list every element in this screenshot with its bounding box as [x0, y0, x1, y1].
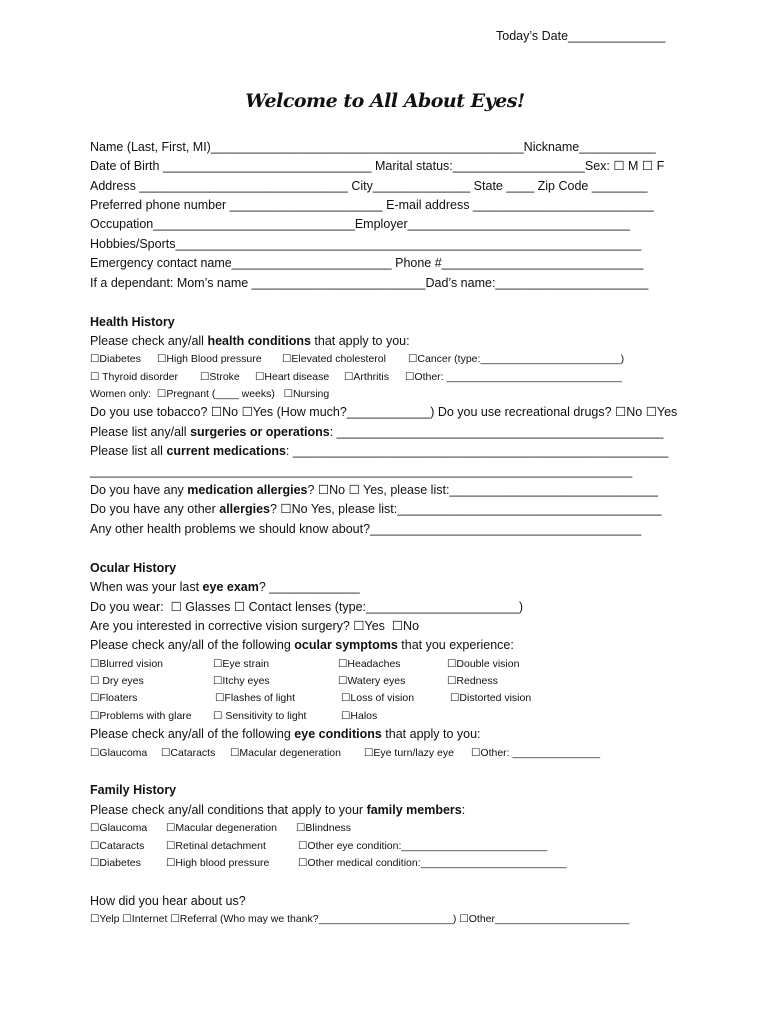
- family-checkbox-retinal[interactable]: ☐Retinal detachment: [166, 840, 266, 852]
- checkbox-cataracts[interactable]: ☐Cataracts: [161, 747, 216, 759]
- checkbox-glare[interactable]: ☐Problems with glare: [90, 710, 192, 722]
- glasses-contacts-line[interactable]: Do you wear: ☐ Glasses ☐ Contact lenses (type:______________________): [90, 600, 524, 614]
- checkbox-headaches[interactable]: ☐Headaches: [338, 658, 401, 670]
- text: :: [461, 803, 466, 817]
- checkbox-itchy-eyes[interactable]: ☐Itchy eyes: [213, 675, 270, 687]
- checkbox-light-sensitivity[interactable]: ☐ Sensitivity to light: [213, 710, 307, 722]
- medications-extra-line[interactable]: ______________________________________________________________________________: [90, 464, 633, 478]
- checkbox-elevated-cholesterol[interactable]: ☐Elevated cholesterol: [282, 353, 386, 365]
- checkbox-watery-eyes[interactable]: ☐Watery eyes: [338, 675, 406, 687]
- ocular-history-heading: Ocular History: [90, 561, 177, 575]
- checkbox-redness[interactable]: ☐Redness: [447, 675, 498, 687]
- text: that apply to you:: [381, 727, 481, 741]
- text: Please list any/all: [90, 425, 191, 439]
- text: When was your last: [90, 580, 203, 594]
- family-history-heading: Family History: [90, 783, 177, 797]
- family-checkbox-bp[interactable]: ☐High blood pressure: [166, 857, 270, 869]
- referral-question: How did you hear about us?: [90, 894, 246, 908]
- referral-options[interactable]: ☐Yelp ☐Internet ☐Referral (Who may we thank?_______________________) ☐Other_______________________: [90, 913, 630, 925]
- checkbox-high-blood-pressure[interactable]: ☐High Blood pressure: [157, 353, 262, 365]
- checkbox-eye-strain[interactable]: ☐Eye strain: [213, 658, 270, 670]
- name-line[interactable]: Name (Last, First, MI)_____________________________________________Nickname___________: [90, 140, 656, 154]
- dependant-line[interactable]: If a dependant: Mom’s name _________________________Dad’s name:______________________: [90, 276, 649, 290]
- text-bold: family members: [366, 803, 462, 817]
- dob-marital-sex-line[interactable]: Date of Birth ______________________________ Marital status:___________________Sex: ☐ M ☐ F: [90, 159, 665, 173]
- checkbox-loss-of-vision[interactable]: ☐Loss of vision: [341, 692, 415, 704]
- checkbox-heart-disease[interactable]: ☐Heart disease: [255, 371, 330, 383]
- health-history-heading: Health History: [90, 315, 175, 329]
- text: Please check any/all of the following: [90, 727, 295, 741]
- ocular-symptoms-intro: [90, 637, 514, 653]
- checkbox-blurred-vision[interactable]: ☐Blurred vision: [90, 658, 164, 670]
- family-checkbox-other-eye[interactable]: ☐Other eye condition:_________________________: [298, 840, 548, 852]
- checkbox-thyroid[interactable]: ☐ Thyroid disorder: [90, 371, 179, 383]
- text-bold: allergies: [219, 502, 270, 516]
- text-bold: health conditions: [207, 334, 311, 348]
- checkbox-floaters[interactable]: ☐Floaters: [90, 692, 138, 704]
- medications-line[interactable]: [90, 443, 668, 459]
- checkbox-other-health[interactable]: ☐Other: ______________________________: [405, 371, 622, 383]
- checkbox-stroke[interactable]: ☐Stroke: [200, 371, 240, 383]
- page-title: Welcome to All About Eyes!: [245, 90, 525, 112]
- address-line[interactable]: Address ______________________________ City______________ State ____ Zip Code ________: [90, 179, 648, 193]
- text: that you experience:: [397, 638, 514, 652]
- phone-email-line[interactable]: Preferred phone number ______________________ E-mail address __________________________: [90, 198, 654, 212]
- tobacco-drugs-line[interactable]: Do you use tobacco? ☐No ☐Yes (How much?____________) Do you use recreational drugs? ☐No ☐Yes: [90, 405, 678, 419]
- family-intro: [90, 802, 465, 818]
- medication-allergies-line[interactable]: [90, 482, 658, 498]
- text: : ______________________________________________________: [285, 444, 669, 458]
- text-bold: ocular symptoms: [294, 638, 398, 652]
- last-eye-exam-line[interactable]: [90, 579, 360, 595]
- family-checkbox-other-medical[interactable]: ☐Other medical condition:_________________________: [298, 857, 567, 869]
- other-health-problems-line[interactable]: Any other health problems we should know about?_______________________________________: [90, 522, 642, 536]
- checkbox-glaucoma[interactable]: ☐Glaucoma: [90, 747, 148, 759]
- family-checkbox-cataracts[interactable]: ☐Cataracts: [90, 840, 145, 852]
- text-bold: eye conditions: [294, 727, 382, 741]
- checkbox-diabetes[interactable]: ☐Diabetes: [90, 353, 141, 365]
- family-checkbox-blindness[interactable]: ☐Blindness: [296, 822, 351, 834]
- checkbox-macular-degeneration[interactable]: ☐Macular degeneration: [230, 747, 341, 759]
- text: Please list all: [90, 444, 167, 458]
- health-conditions-intro: [90, 333, 410, 349]
- occupation-employer-line[interactable]: Occupation_____________________________Employer________________________________: [90, 217, 631, 231]
- text-bold: surgeries or operations: [190, 425, 330, 439]
- hobbies-line[interactable]: Hobbies/Sports___________________________________________________________________: [90, 237, 642, 251]
- checkbox-eye-turn[interactable]: ☐Eye turn/lazy eye: [364, 747, 454, 759]
- text: ? ☐No ☐ Yes, please list:______________________________: [307, 483, 658, 497]
- checkbox-halos[interactable]: ☐Halos: [341, 710, 378, 722]
- family-checkbox-glaucoma[interactable]: ☐Glaucoma: [90, 822, 148, 834]
- checkbox-distorted-vision[interactable]: ☐Distorted vision: [450, 692, 532, 704]
- text-bold: current medications: [166, 444, 286, 458]
- todays-date-field[interactable]: Today’s Date______________: [496, 29, 666, 43]
- checkbox-arthritis[interactable]: ☐Arthritis: [344, 371, 389, 383]
- checkbox-other-eye[interactable]: ☐Other: _______________: [471, 747, 601, 759]
- surgeries-line[interactable]: [90, 424, 663, 440]
- checkbox-dry-eyes[interactable]: ☐ Dry eyes: [90, 675, 144, 687]
- text: Please check any/all conditions that apply to your: [90, 803, 367, 817]
- text: ? _____________: [258, 580, 360, 594]
- other-allergies-line[interactable]: [90, 501, 661, 517]
- checkbox-cancer[interactable]: ☐Cancer (type:________________________): [408, 353, 625, 365]
- emergency-contact-line[interactable]: Emergency contact name_______________________ Phone #_____________________________: [90, 256, 644, 270]
- checkbox-double-vision[interactable]: ☐Double vision: [447, 658, 520, 670]
- text-bold: medication allergies: [187, 483, 308, 497]
- family-checkbox-macular[interactable]: ☐Macular degeneration: [166, 822, 277, 834]
- text: that apply to you:: [310, 334, 410, 348]
- family-checkbox-diabetes[interactable]: ☐Diabetes: [90, 857, 141, 869]
- text: : _______________________________________________: [329, 425, 664, 439]
- eye-conditions-intro: [90, 726, 481, 742]
- checkbox-flashes-of-light[interactable]: ☐Flashes of light: [215, 692, 296, 704]
- text: Please check any/all of the following: [90, 638, 295, 652]
- women-only-line[interactable]: Women only: ☐Pregnant (____ weeks) ☐Nursing: [90, 388, 330, 400]
- text: Do you have any: [90, 483, 188, 497]
- text: Please check any/all: [90, 334, 208, 348]
- vision-surgery-line[interactable]: Are you interested in corrective vision surgery? ☐Yes ☐No: [90, 619, 420, 633]
- text: Do you have any other: [90, 502, 220, 516]
- text: ? ☐No Yes, please list:______________________________________: [269, 502, 662, 516]
- text-bold: eye exam: [202, 580, 259, 594]
